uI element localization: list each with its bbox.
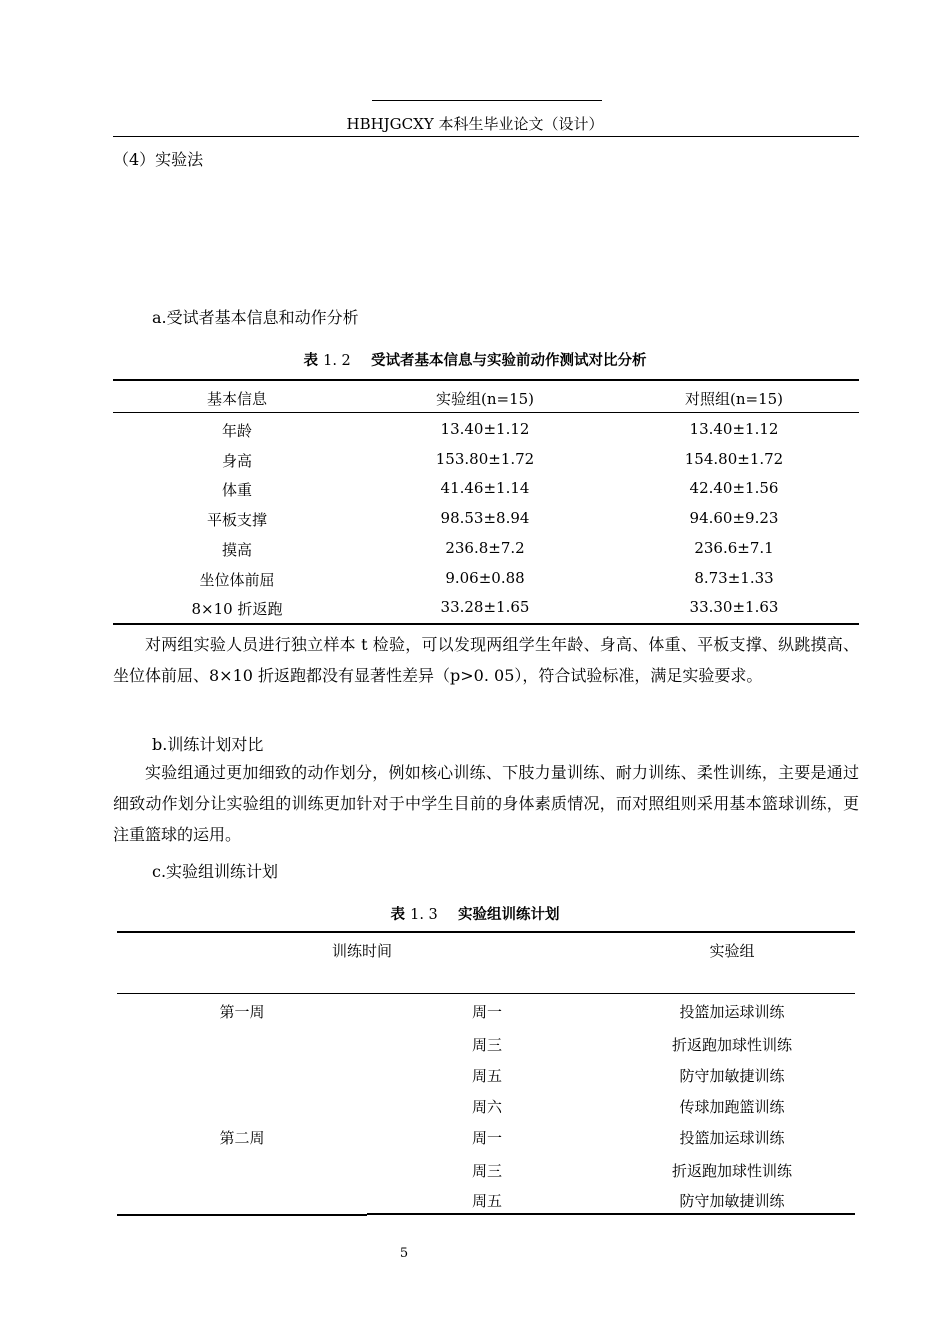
table2-plan-cell: 投篮加运球训练 xyxy=(679,1129,785,1147)
paragraph-training-text: 实验组通过更加细致的动作划分，例如核心训练、下肢力量训练、耐力训练、柔性训练，主要是通过细致动作划分让实验组的训练更加针对于中学生目前的身体素质情况，而对照组则采用基本篮球训练，更注重篮球的运用。 xyxy=(113,763,859,844)
table2-caption-num: 1. 3 xyxy=(410,907,438,923)
table1-top-rule xyxy=(113,379,859,381)
table2-day-cell: 周五 xyxy=(471,1192,502,1210)
table2-plan-cell: 折返跑加球性训练 xyxy=(671,1162,792,1180)
table1-cell: 236.8±7.2 xyxy=(445,539,525,557)
table1-header-rule xyxy=(113,412,859,413)
table2-day-cell: 周五 xyxy=(471,1067,502,1085)
table1-cell: 236.6±7.1 xyxy=(694,539,774,557)
table1-cell: 33.28±1.65 xyxy=(440,598,530,616)
subheading-b: b.训练计划对比 xyxy=(152,735,264,754)
table1-cell: 42.40±1.56 xyxy=(689,479,779,497)
table2-day-cell: 周六 xyxy=(471,1098,502,1116)
table1-caption-label: 表 xyxy=(303,353,319,369)
table2-day-cell: 周一 xyxy=(471,1129,502,1147)
table2-plan-cell: 投篮加运球训练 xyxy=(679,1003,785,1021)
table1-cell: 13.40±1.12 xyxy=(689,420,779,438)
table1-header-ctrl: 对照组(n=15) xyxy=(684,390,784,408)
table2-plan-cell: 折返跑加球性训练 xyxy=(671,1036,792,1054)
table2-header-rule xyxy=(117,993,855,994)
paragraph-training xyxy=(113,757,859,850)
table1-cell: 153.80±1.72 xyxy=(435,450,535,468)
subheading-a: a.受试者基本信息和动作分析 xyxy=(152,308,359,327)
table1-cell: 8×10 折返跑 xyxy=(191,600,283,618)
table1-cell: 年龄 xyxy=(221,422,252,440)
table2-caption xyxy=(0,903,950,924)
table1-cell: 13.40±1.12 xyxy=(440,420,530,438)
table2-bottom-rule-left xyxy=(117,1214,367,1216)
paragraph-ttest-text: 对两组实验人员进行独立样本 t 检验，可以发现两组学生年龄、身高、体重、平板支撑、纵跳摸高、坐位体前屈、8×10 折返跑都没有显著性差异（p>0. 05），符合试验标准，满足实验要求。 xyxy=(113,635,859,685)
table2-plan-cell: 防守加敏捷训练 xyxy=(679,1067,785,1085)
running-header: HBHJGCXY 本科生毕业论文（设计） xyxy=(346,115,604,133)
table1-bottom-rule xyxy=(113,623,859,625)
table1-cell: 9.06±0.88 xyxy=(445,569,525,587)
table1-cell: 154.80±1.72 xyxy=(684,450,784,468)
table1-cell: 身高 xyxy=(221,452,252,470)
table2-day-cell: 周三 xyxy=(471,1036,502,1054)
table2-header-exp: 实验组 xyxy=(709,942,755,960)
table2-caption-label: 表 xyxy=(390,907,406,923)
table1-caption-num: 1. 2 xyxy=(323,353,351,369)
table1-cell: 98.53±8.94 xyxy=(440,509,530,527)
paragraph-ttest xyxy=(113,629,859,691)
table1-cell: 坐位体前屈 xyxy=(199,571,275,589)
table1-cell: 41.46±1.14 xyxy=(440,479,530,497)
table1-header-info: 基本信息 xyxy=(206,390,267,408)
table1-cell: 平板支撑 xyxy=(206,511,267,529)
table2-header-time: 训练时间 xyxy=(331,942,392,960)
header-rule-top xyxy=(372,100,602,101)
table2-week-cell: 第二周 xyxy=(219,1129,265,1147)
table2-plan-cell: 防守加敏捷训练 xyxy=(679,1192,785,1210)
table2-week-cell: 第一周 xyxy=(219,1003,265,1021)
table1-cell: 体重 xyxy=(221,481,252,499)
table1-cell: 摸高 xyxy=(221,541,252,559)
table2-caption-title: 实验组训练计划 xyxy=(457,907,560,923)
table2-bottom-rule-right xyxy=(367,1213,855,1215)
table2-plan-cell: 传球加跑篮训练 xyxy=(679,1098,785,1116)
table1-header-exp: 实验组(n=15) xyxy=(435,390,535,408)
table1-cell: 94.60±9.23 xyxy=(689,509,779,527)
section-heading: （4）实验法 xyxy=(113,150,204,169)
table2-top-rule xyxy=(117,931,855,933)
table2-day-cell: 周一 xyxy=(471,1003,502,1021)
table1-caption-title: 受试者基本信息与实验前动作测试对比分析 xyxy=(370,353,647,369)
table1-caption xyxy=(0,349,950,370)
table2-day-cell: 周三 xyxy=(471,1162,502,1180)
table1-cell: 8.73±1.33 xyxy=(694,569,774,587)
header-rule-bottom xyxy=(113,136,859,137)
subheading-c: c.实验组训练计划 xyxy=(152,862,279,881)
table1-cell: 33.30±1.63 xyxy=(689,598,779,616)
page-number: 5 xyxy=(399,1246,409,1261)
